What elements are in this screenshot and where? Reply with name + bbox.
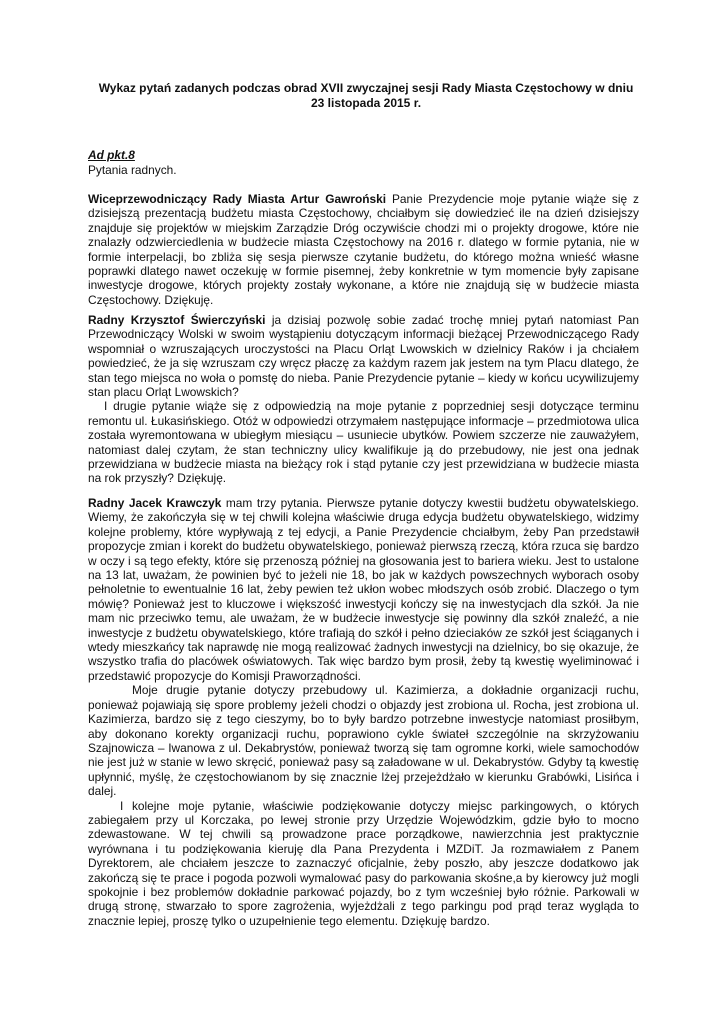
speaker-name: Wiceprzewodniczący Rady Miasta Artur Gawroński — [88, 192, 387, 206]
paragraph — [88, 313, 639, 399]
section-gawronski — [88, 192, 639, 307]
statement-text: ja dzisiaj pozwolę sobie zadać trochę mniej pytań natomiast Pan Przewodniczący Wolski w swoim wystąpieniu dotyczącym informacji bieżącej Przewodniczącego Rady wspomniał o wzruszających uroczystości na Placu Orląt Lwowskich w dzielnicy Raków i ja chciałem powiedzieć, że ja się wzruszam czy wręcz płaczę za każdym razem jak jestem na tym Placu dlatego, że stan tego miejsca no woła o pomstę do nieba. Panie Prezydencie pytanie – kiedy w końcu ucywilizujemy stan placu Orląt Lwowskich? — [88, 313, 640, 400]
speaker-name: Radny Krzysztof Świerczyński — [88, 313, 266, 327]
statement-text: mam trzy pytania. Pierwsze pytanie dotyczy kwestii budżetu obywatelskiego. Wiemy, że zakończyła się w tej chwili kolejna właściwie druga edycja budżetu obywatelskiego, widzimy kolejne problemy, które wypływają z tej edycji, a Panie Prezydencie chciałbym, żeby Pan przedstawił propozycje zmian i korekt do budżetu obywatelskiego, ponieważ pierwszą rzeczą, która rzuca się bardzo w oczy i są tego efekty, które się przenoszą później na głosowania jest to bariera wieku. Jest to ustalone na 13 lat, uważam, że powinien być to jeżeli nie 18, bo jak w każdych powszechnych wyborach osoby pełnoletnie to ewentualnie 16 lat, żeby pewien też ukłon wobec młodszych osób zrobić. Dlaczego o tym mówię? Ponieważ jest to kluczowe i większość inwestycji kończy się na inwestycjach dla szkół. Ja nie mam nic przeciwko temu, ale uważam, że w budżecie inwestycje się powinny dla szkół znaleźć, a nie inwestycje z budżetu obywatelskiego, które trafiają do szkół i pełno dzieciaków ze szkół jest ściąganych i wtedy mieszkańcy tak naprawdę nie mogą realizować żadnych inwestycji na dzielnicy, bo się okazuje, że wszystko trafia do placówek oświatowych. Tak więc bardzo bym prosił, żeby tą kwestię wyeliminować i przedstawić propozycje do Komisji Praworządności. — [88, 496, 639, 683]
paragraph — [88, 496, 639, 683]
agenda-item-heading: Ad pkt.8 — [88, 148, 135, 162]
paragraph: Moje drugie pytanie dotyczy przebudowy ul. Kazimierza, a dokładnie organizacji ruchu, ponieważ pojawiają się spore problemy jeżeli chodzi o objazdy jest zrobiona ul. Rocha, jest zrobiona ul. Kazimierza, bardzo się z tego cieszymy, bo to były bardzo potrzebne inwestycje natomiast prosiłbym, aby dokonano korekty organizacji ruchu, poprawiono cykle świateł szczególnie na skrzyżowaniu Szajnowicza – Iwanowa z ul. Dekabrystów, ponieważ tworzą się tam ogromne korki, wiele samochodów nie jest już w stanie w lewo skręcić, ponieważ pasy są załadowane w ul. Dekabrystów. Gdyby tą kwestię upłynnić, myślę, że częstochowianom by się znacznie lżej przejeżdżało w kierunku Grabówki, Lisińca i dalej. — [88, 683, 639, 799]
agenda-item-subtitle: Pytania radnych. — [88, 163, 177, 177]
paragraph: I kolejne moje pytanie, właściwie podziękowanie dotyczy miejsc parkingowych, o których zabiegałem przy ul Korczaka, po lewej stronie przy Urzędzie Wojewódzkim, gdzie było to mocno zdewastowane. W tej chwili są prowadzone prace porządkowe, nawierzchnia jest praktycznie wyrównana i tu podziękowania kieruję dla Pana Prezydenta i MZDiT. Ja rozmawiałem z Panem Dyrektorem, ale chciałem jeszcze to zaznaczyć oficjalnie, żeby poszło, aby jeszcze dodatkowo jak zakończą się te prace i pogoda pozwoli wymalować pasy do parkowania skośne,a by kierowcy już mogli spokojnie i bez problemów dokładnie parkować pojazdy, bo z tym wcześniej było różnie. Parkowali w drugą stronę, stwarzało to spore zagrożenia, wyjeżdżali z tego parkingu pod prąd teraz wygląda to znacznie lepiej, proszę tylko o uzupełnienie tego elementu. Dziękuję bardzo. — [88, 798, 639, 928]
speaker-name: Radny Jacek Krawczyk — [88, 496, 222, 510]
section-swierczynski — [88, 313, 639, 486]
title-line-1: Wykaz pytań zadanych podczas obrad XVII zwyczajnej sesji Rady Miasta Częstochowy w dniu — [98, 81, 634, 95]
paragraph — [88, 192, 639, 307]
statement-text: Panie Prezydencie moje pytanie wiąże się z dzisiejszą prezentacją budżetu miasta Częstochowy, chciałbym się dowiedzieć ile na dzień dzisiejszy znajduje się projektów w miejskim Zarządzie Dróg oczywiście chodzi mi o projekty drogowe, które nie znalazły odzwierciedlenia w budżecie miasta Częstochowy na 2016 r. dlatego w formie pytania, nie w formie interpelacji, bo zbliża się sesja pierwsze czytanie budżetu, do którego można wnieść własne poprawki dlatego nawet oczekuję w formie pisemnej, żeby konkretnie w tym momencie były zapisane inwestycje drogowe, których projekty zostały wykonane, a które nie znajdują się w budżecie miasta Częstochowy. Dziękuję. — [88, 192, 639, 307]
paragraph: I drugie pytanie wiąże się z odpowiedzią na moje pytanie z poprzedniej sesji dotyczące terminu remontu ul. Łukasińskiego. Otóż w odpowiedzi otrzymałem następujące informacje – przedmiotowa ulica została wyremontowana w ubiegłym miesiącu – usuniecie ubytków. Powiem szczerze nie zauważyłem, natomiast dalej czytam, że stan techniczny ulicy kwalifikuje ją do przebudowy, nie jest ona jednak przewidziana w budżecie miasta na bieżący rok i stąd pytanie czy jest przewidziana w budżecie miasta na rok przyszły? Dziękuję. — [88, 399, 639, 486]
section-krawczyk — [88, 496, 639, 928]
title-line-2: 23 listopada 2015 r. — [310, 96, 422, 110]
document-title — [80, 81, 652, 111]
